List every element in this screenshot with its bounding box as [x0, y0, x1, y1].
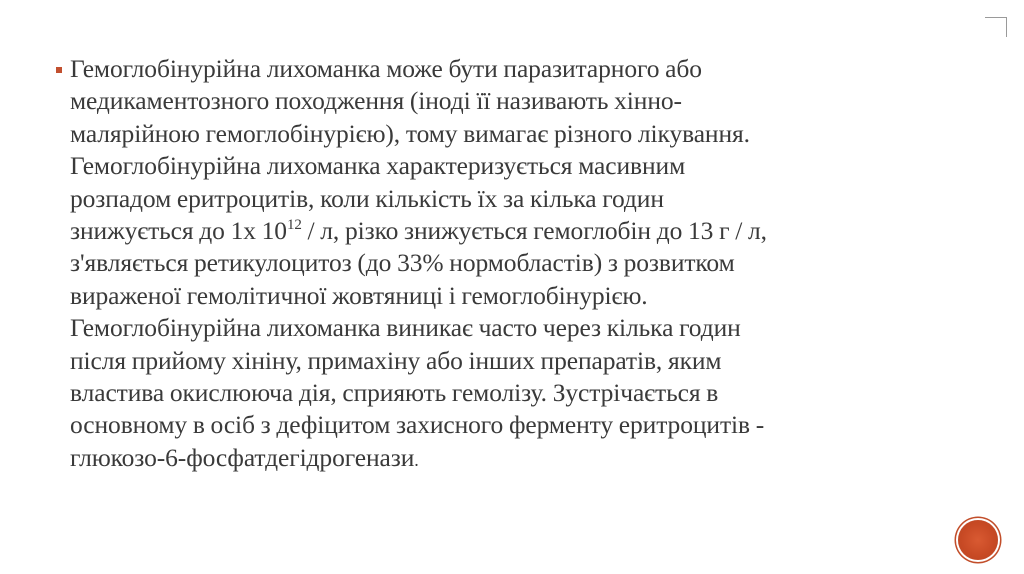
text-line: розпадом еритроцитів, коли кількість їх за кілька годин: [70, 183, 664, 213]
text-fragment: / л, різко знижується гемоглобін до 13 г / л,: [301, 216, 767, 246]
text-line: основному в осіб з дефіцитом захисного ферменту еритроцитів -: [70, 410, 765, 440]
text-line: властива окислююча дія, сприяють гемолізу. Зустрічається в: [70, 378, 719, 408]
text-line: після прийому хініну, примахіну або інших препаратів, яким: [70, 345, 722, 375]
corner-decoration-vertical: [1006, 17, 1007, 37]
slide-body: [56, 53, 956, 476]
exponent: 12: [286, 217, 302, 234]
square-bullet-icon: [56, 67, 62, 73]
text-line: з'являється ретикулоцитоз (до 33% нормобластів) з розвитком: [70, 248, 735, 278]
text-fragment: глюкозо-6-фосфатдегідрогенази: [70, 442, 415, 472]
text-line: вираженої гемолітичної жовтяниці і гемоглобінурією.: [70, 280, 648, 310]
corner-decoration-horizontal: [985, 17, 1007, 18]
text-fragment: знижується до 1х 10: [70, 216, 287, 246]
paragraph: [70, 53, 956, 476]
text-line: Гемоглобінурійна лихоманка може бути паразитарного або: [70, 54, 702, 83]
text-line-with-exponent: [70, 215, 956, 247]
text-line: Гемоглобінурійна лихоманка характеризується масивним: [70, 151, 686, 181]
final-period: .: [414, 449, 419, 470]
text-line: Гемоглобінурійна лихоманка виникає часто через кілька годин: [70, 313, 741, 343]
text-line: медикаментозного походження (іноді її називають хінно-: [70, 86, 682, 116]
circle-badge-icon: [958, 520, 998, 560]
text-line: малярійною гемоглобінурією), тому вимагає різного лікування.: [70, 118, 750, 148]
text-line-final: [70, 442, 956, 476]
